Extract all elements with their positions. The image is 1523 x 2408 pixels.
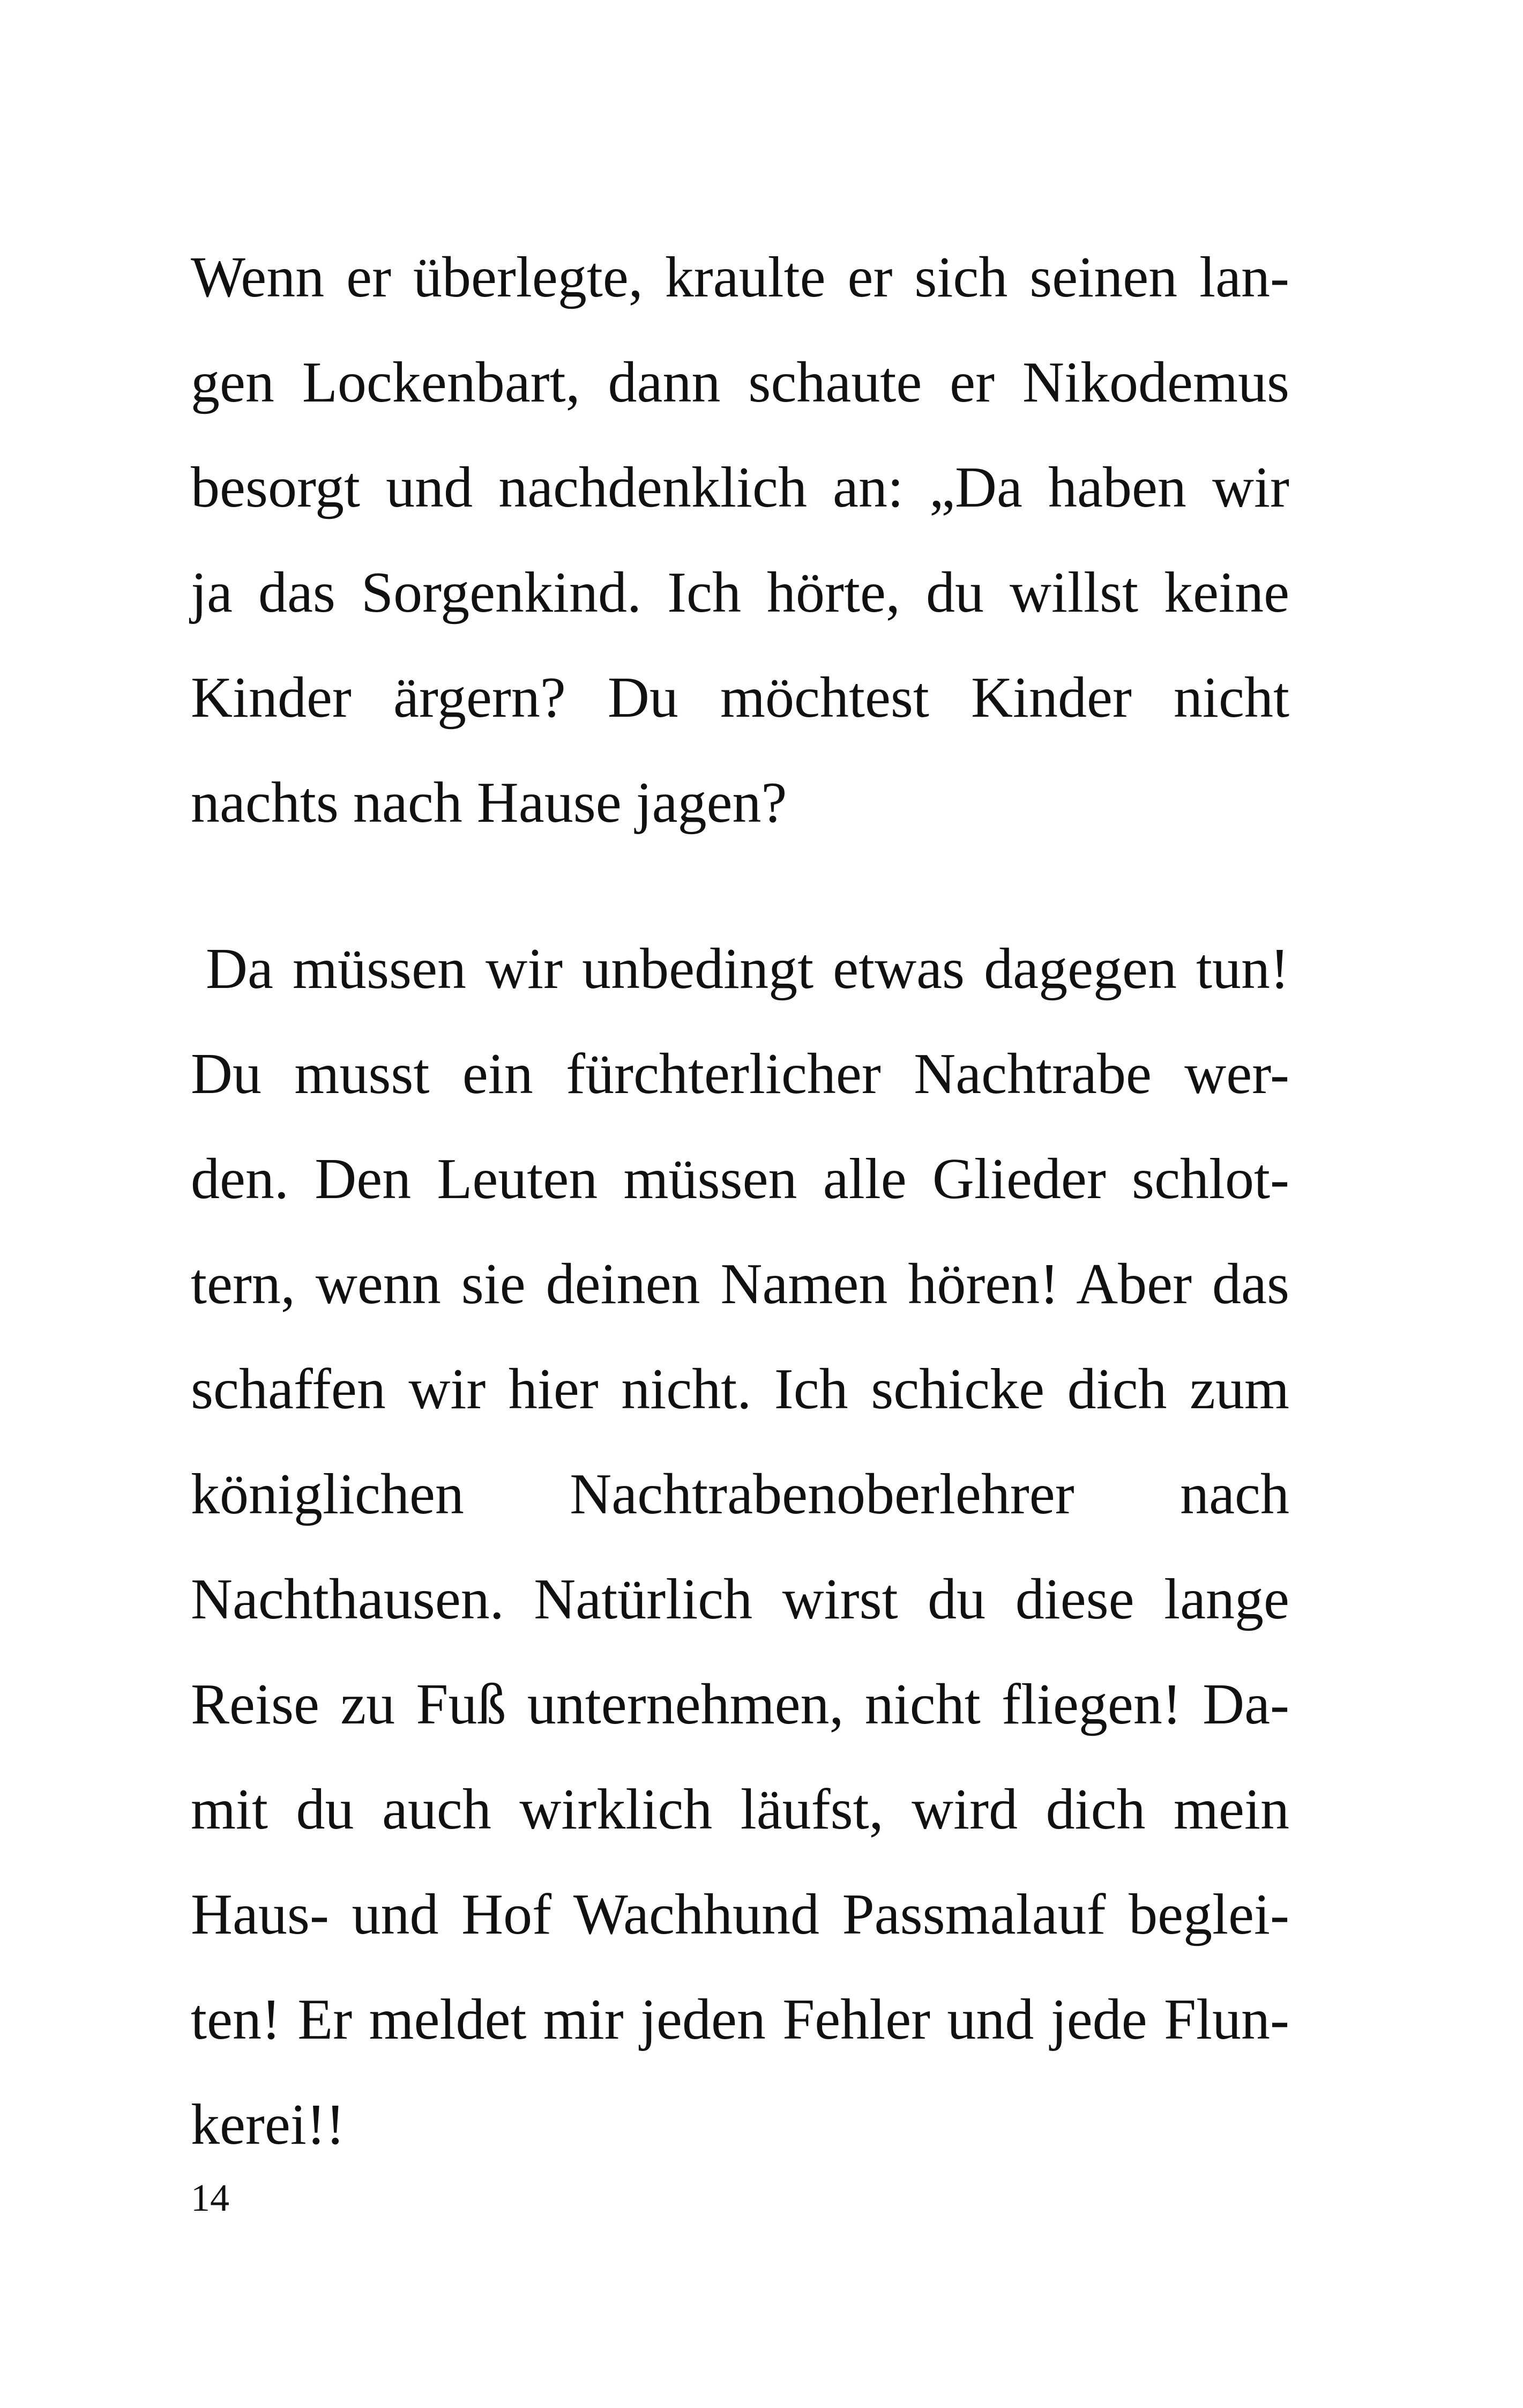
text-line: tern, wenn sie deinen Namen hören! Aber das [191, 1252, 1289, 1316]
text-line: Reise zu Fuß unternehmen, nicht fliegen! Da- [191, 1673, 1289, 1736]
paragraph-2 [191, 917, 1289, 2177]
text-line: nachts nach Hause jagen? [191, 771, 787, 835]
text-line: gen Lockenbart, dann schaute er Nikodemus [191, 351, 1289, 414]
text-line: den. Den Leuten müssen alle Glieder schlot- [191, 1147, 1289, 1211]
text-line: ja das Sorgenkind. Ich hörte, du willst keine [191, 561, 1289, 625]
text-line: Da müssen wir unbedingt etwas dagegen tun! [206, 937, 1289, 1001]
text-line: besorgt und nachdenklich an: „Da haben wir [191, 456, 1289, 519]
text-line: schaffen wir hier nicht. Ich schicke dich zum [191, 1357, 1289, 1421]
text-line: Nachthausen. Natürlich wirst du diese lange [191, 1567, 1289, 1631]
text-line: Du musst ein fürchterlicher Nachtrabe wer- [191, 1042, 1289, 1106]
text-line: mit du auch wirklich läufst, wird dich mein [191, 1778, 1289, 1841]
text-line: Haus- und Hof Wachhund Passmalauf beglei- [191, 1883, 1289, 1946]
text-line: Wenn er überlegte, kraulte er sich seinen lan- [191, 246, 1289, 309]
paragraph-1 [191, 225, 1289, 856]
text-line: Kinder ärgern? Du möchtest Kinder nicht [191, 666, 1289, 730]
text-line: ten! Er meldet mir jeden Fehler und jede Flun- [191, 1988, 1289, 2052]
text-line: königlichen Nachtrabenoberlehrer nach [191, 1462, 1289, 1526]
page-number: 14 [191, 2176, 229, 2219]
text-line: kerei!! [191, 2093, 345, 2157]
